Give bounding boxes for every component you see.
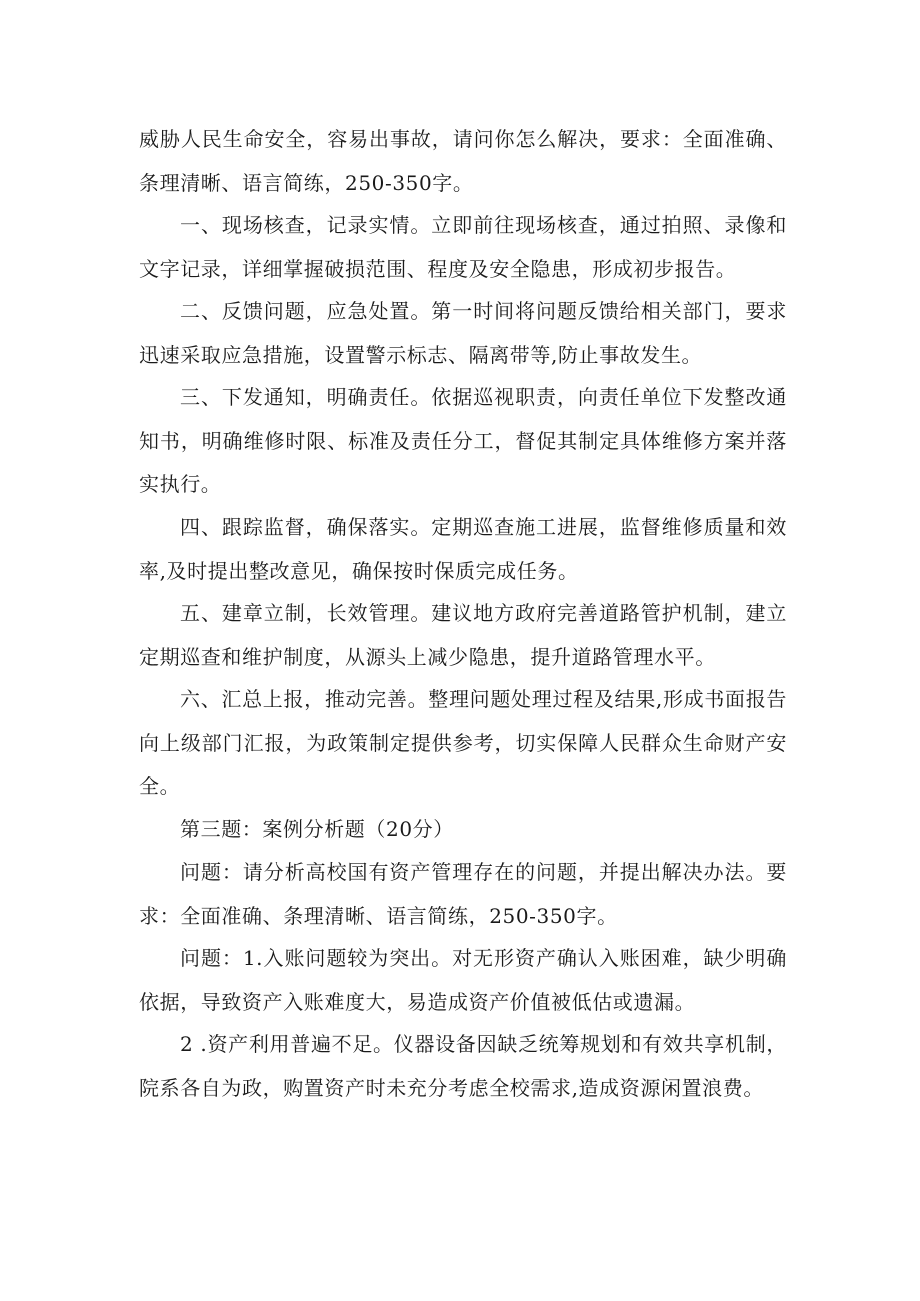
paragraph-step-6: 六、汇总上报，推动完善。整理问题处理过程及结果,形成书面报告向上级部门汇报，为政策制定提供参考，切实保障人民群众生命财产安全。 [139,687,787,798]
paragraph-step-3: 三、下发通知，明确责任。依据巡视职责，向责任单位下发整改通知书，明确维修时限、标准及责任分工，督促其制定具体维修方案并落实执行。 [139,385,787,496]
section-heading-question-3: 第三题：案例分析题（20分） [180,817,454,841]
paragraph-step-1: 一、现场核查，记录实情。立即前往现场核查，通过拍照、录像和文字记录，详细掌握破损范围、程度及安全隐患，形成初步报告。 [139,213,787,281]
paragraph-problem-2: 2 .资产利用普遍不足。仪器设备因缺乏统筹规划和有效共享机制，院系各自为政，购置资产时未充分考虑全校需求,造成资源闲置浪费。 [139,1032,787,1100]
paragraph-step-4: 四、跟踪监督，确保落实。定期巡查施工进展，监督维修质量和效率,及时提出整改意见，确保按时保质完成任务。 [139,515,787,583]
paragraph-step-5: 五、建章立制，长效管理。建议地方政府完善道路管护机制，建立定期巡查和维护制度，从源头上减少隐患，提升道路管理水平。 [139,601,787,669]
paragraph-problem-1: 问题：1.入账问题较为突出。对无形资产确认入账困难，缺少明确依据，导致资产入账难度大，易造成资产价值被低估或遗漏。 [139,946,787,1014]
paragraph-question-continuation: 威胁人民生命安全，容易出事故，请问你怎么解决，要求：全面准确、条理清晰、语言简练，250-350字。 [139,127,787,195]
paragraph-step-2: 二、反馈问题，应急处置。第一时间将问题反馈给相关部门，要求迅速采取应急措施，设置警示标志、隔离带等,防止事故发生。 [139,299,787,367]
paragraph-question-3: 问题：请分析高校国有资产管理存在的问题，并提出解决办法。要求：全面准确、条理清晰、语言简练，250-350字。 [139,860,787,928]
